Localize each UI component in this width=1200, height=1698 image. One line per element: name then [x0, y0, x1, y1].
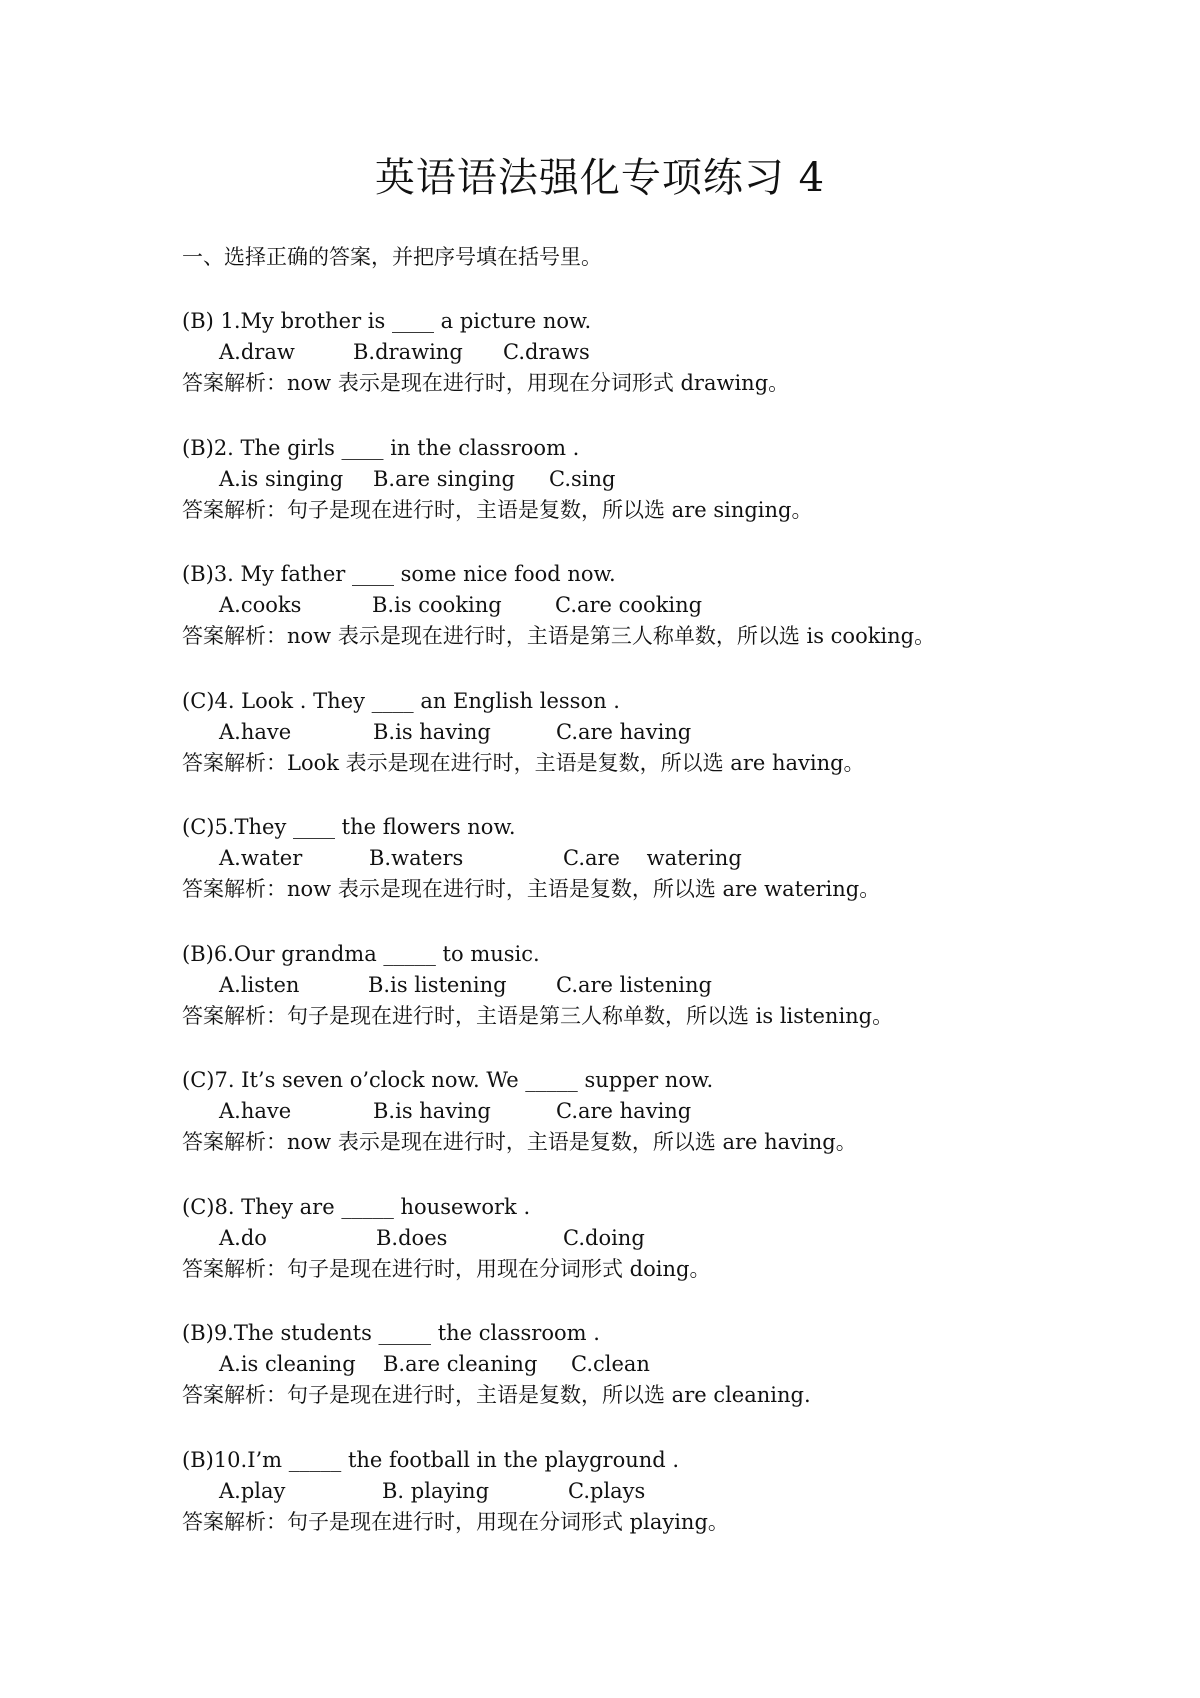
option-a: A.have — [219, 719, 292, 744]
option-b: B.is having — [373, 719, 491, 744]
question-item — [182, 1065, 1142, 1192]
question-item — [182, 939, 1142, 1066]
question-stem: (B)10.I’m _____ the football in the playground . — [182, 1447, 680, 1472]
option-a: A.is singing — [219, 466, 344, 491]
option-b: B.is cooking — [372, 593, 502, 617]
question-item — [182, 686, 1142, 813]
option-c: C.sing — [549, 466, 616, 491]
option-a: A.is cleaning — [219, 1352, 356, 1376]
option-b: B.are cleaning — [383, 1352, 538, 1376]
question-stem: (B)9.The students _____ the classroom . — [182, 1321, 600, 1345]
question-item — [182, 306, 1142, 433]
question-stem: (B)6.Our grandma _____ to music. — [182, 941, 540, 966]
page-title: 英语语法强化专项练习 4 — [374, 155, 826, 201]
answer-analysis: 答案解析：now 表示是现在进行时，主语是复数，所以选 are having。 — [182, 1130, 857, 1154]
option-a: A.play — [219, 1478, 286, 1503]
option-a: A.draw — [219, 340, 295, 364]
option-c: C.doing — [563, 1225, 645, 1250]
question-stem: (C)4. Look . They ____ an English lesson . — [182, 688, 620, 713]
option-b: B.waters — [369, 846, 464, 870]
option-b: B. playing — [382, 1478, 490, 1503]
question-item — [182, 433, 1142, 560]
option-b: B.does — [376, 1225, 448, 1250]
option-c: C.are listening — [556, 972, 712, 997]
question-stem: (B) 1.My brother is ____ a picture now. — [182, 309, 592, 333]
answer-analysis: 答案解析：句子是现在进行时，主语是第三人称单数，所以选 is listening。 — [182, 1003, 894, 1028]
question-list — [182, 306, 1142, 1571]
section-instruction: 一、选择正确的答案，并把序号填在括号里。 — [182, 245, 602, 269]
question-item — [182, 1318, 1142, 1445]
option-a: A.water — [219, 846, 303, 870]
question-stem: (B)2. The girls ____ in the classroom . — [182, 435, 580, 460]
option-b: B.is having — [373, 1099, 491, 1123]
answer-analysis: 答案解析：now 表示是现在进行时，主语是复数，所以选 are watering。 — [182, 877, 881, 901]
answer-analysis: 答案解析：句子是现在进行时，主语是复数，所以选 are cleaning. — [182, 1383, 811, 1407]
option-c: C.are watering — [563, 846, 742, 870]
option-b: B.is listening — [368, 972, 507, 997]
option-c: C.are having — [556, 1099, 692, 1123]
option-c: C.clean — [571, 1352, 650, 1376]
option-a: A.do — [219, 1225, 267, 1250]
answer-analysis: 答案解析：now 表示是现在进行时，主语是第三人称单数，所以选 is cooking。 — [182, 624, 936, 648]
option-b: B.drawing — [353, 340, 463, 364]
answer-analysis: 答案解析：句子是现在进行时，用现在分词形式 doing。 — [182, 1256, 711, 1281]
question-item — [182, 559, 1142, 686]
option-b: B.are singing — [373, 466, 515, 491]
answer-analysis: 答案解析：句子是现在进行时，主语是复数，所以选 are singing。 — [182, 497, 813, 522]
question-item — [182, 1192, 1142, 1319]
question-stem: (C)5.They ____ the flowers now. — [182, 815, 516, 839]
answer-analysis: 答案解析：now 表示是现在进行时，用现在分词形式 drawing。 — [182, 371, 790, 395]
option-c: C.draws — [503, 340, 590, 364]
option-a: A.listen — [219, 972, 300, 997]
answer-analysis: 答案解析：Look 表示是现在进行时，主语是复数，所以选 are having。 — [182, 750, 865, 775]
option-c: C.plays — [568, 1478, 646, 1503]
question-item — [182, 1445, 1142, 1572]
option-c: C.are cooking — [555, 593, 703, 617]
question-stem: (B)3. My father ____ some nice food now. — [182, 562, 616, 586]
option-a: A.cooks — [219, 593, 302, 617]
question-item — [182, 812, 1142, 939]
option-c: C.are having — [556, 719, 692, 744]
question-stem: (C)7. It’s seven o’clock now. We _____ supper now. — [182, 1068, 714, 1092]
question-stem: (C)8. They are _____ housework . — [182, 1194, 531, 1219]
answer-analysis: 答案解析：句子是现在进行时，用现在分词形式 playing。 — [182, 1509, 729, 1534]
option-a: A.have — [219, 1099, 292, 1123]
